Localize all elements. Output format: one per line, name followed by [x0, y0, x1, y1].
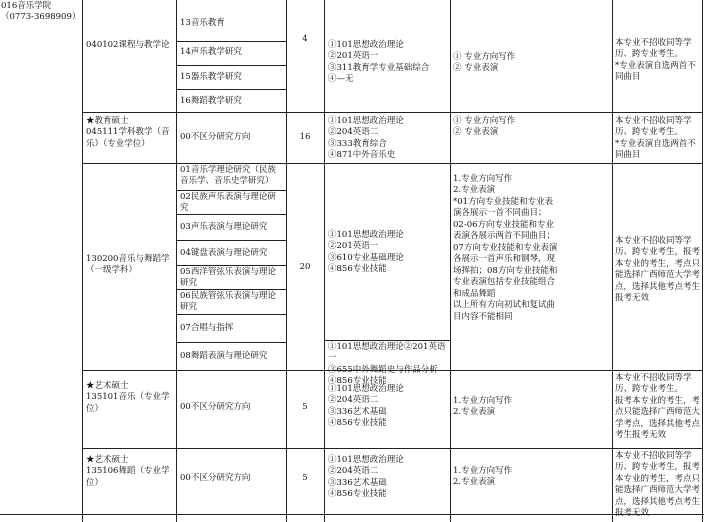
retest-cell: ① 专业方向写作 ② 专业表演: [453, 116, 516, 138]
direction-cell: 00不区分研究方向: [180, 473, 251, 483]
retest-cell: 1.专业方向写作 2.专业表演: [453, 396, 513, 418]
direction-cell: 00不区分研究方向: [180, 402, 251, 412]
notes-cell: 本专业不招收同等学历、跨专业考生，报考本专业的考生，考点只能选择广西师范大学考点，选择其他考点考生报考无效: [615, 451, 701, 519]
major-cell: 130200音乐与舞蹈学（一级学科）: [86, 254, 170, 276]
quota-cell: 5: [302, 473, 308, 483]
college-phone: （0773-3698909）: [1, 12, 81, 23]
direction-cell: 02民族声乐表演与理论研究: [180, 192, 276, 214]
major-cell: ★艺术硕士 135101音乐（专业学位）: [86, 381, 170, 414]
exam-subjects-cell: ①101思想政治理论 ②204英语二 ③333教育综合 ④871中外音乐史: [328, 116, 404, 161]
direction-cell: 13音乐教育: [180, 18, 225, 28]
retest-cell: 1.专业方向写作 2.专业表演 *01方向专业技能和专业表演各展示一首不同曲目；02-06方向专业技能和专业表演各展示两首不同曲目；07方向专业技能和专业表演各展示一首声乐和钢琴，现场挥拍；08方向专业技能和专业表演包括专业技能组合和成品舞蹈 以上所有方向初试和复试曲目内容不能相同: [453, 174, 558, 322]
quota-cell: 20: [299, 262, 311, 272]
direction-cell: 06民族管弦乐表演与理论研究: [180, 291, 276, 313]
college-cell: [1, 1, 81, 24]
retest-cell: 1.专业方向写作 2.专业表演: [453, 466, 513, 488]
quota-cell: 5: [302, 402, 308, 412]
retest-cell: ① 专业方向写作 ② 专业表演: [453, 52, 516, 74]
direction-cell: 04键盘表演与理论研究: [180, 248, 268, 258]
major-cell: ★艺术硕士 135106舞蹈（专业学位）: [86, 455, 170, 488]
exam-subjects-cell: ①101思想政治理论 ②204英语二 ③336艺术基础 ④856专业技能: [328, 455, 404, 500]
major-cell: ★教育硕士 045111学科教学（音乐）（专业学位）: [86, 116, 170, 149]
exam-subjects-cell: ①101思想政治理论 ②201英语一 ③610专业基础理论 ④856专业技能: [328, 230, 404, 275]
notes-cell: 本专业不招收同等学历、跨专业考生。 *专业表演自选两首不同曲目: [615, 38, 696, 83]
direction-cell: 15器乐教学研究: [180, 72, 242, 82]
notes-cell: 本专业不招收同等学历、跨专业考生。 *专业表演自选两首不同曲目: [615, 116, 696, 161]
quota-cell: 4: [302, 34, 308, 44]
major-cell: 040102课程与教学论: [86, 40, 170, 50]
direction-cell: 05西洋管弦乐表演与理论研究: [180, 267, 276, 289]
direction-cell: 01音乐学理论研究（民族音乐学、音乐史学研究）: [180, 165, 276, 187]
direction-cell: 00不区分研究方向: [180, 132, 251, 142]
direction-cell: 16舞蹈教学研究: [180, 96, 242, 106]
notes-cell: 本专业不招收同等学历、跨专业考生。 报考本专业的考生，考点只能选择广西师范大学考点，选择其他考点考生报考无效: [615, 373, 701, 441]
college-name: 016音乐学院: [1, 1, 52, 11]
direction-cell: 14声乐教学研究: [180, 47, 242, 57]
direction-cell: 03声乐表演与理论研究: [180, 222, 268, 232]
exam-subjects-dance-cell: ①101思想政治理论②201英语一 ③655中外舞蹈史与作品分析④856专业技能: [328, 342, 446, 387]
direction-cell: 07合唱与指挥: [180, 323, 234, 333]
exam-subjects-cell: ①101思想政治理论 ②201英语一 ③311教育学专业基础综合 ④—无: [328, 40, 430, 85]
direction-cell: 08舞蹈表演与理论研究: [180, 351, 268, 361]
notes-cell: 本专业不招收同等学历、跨专业考生，报考本专业的考生，考点只能选择广西师范大学考点，选择其他考点考生报考无效: [615, 236, 701, 304]
exam-subjects-cell: ①101思想政治理论 ②204英语二 ③336艺术基础 ④856专业技能: [328, 384, 404, 429]
quota-cell: 16: [299, 132, 311, 142]
